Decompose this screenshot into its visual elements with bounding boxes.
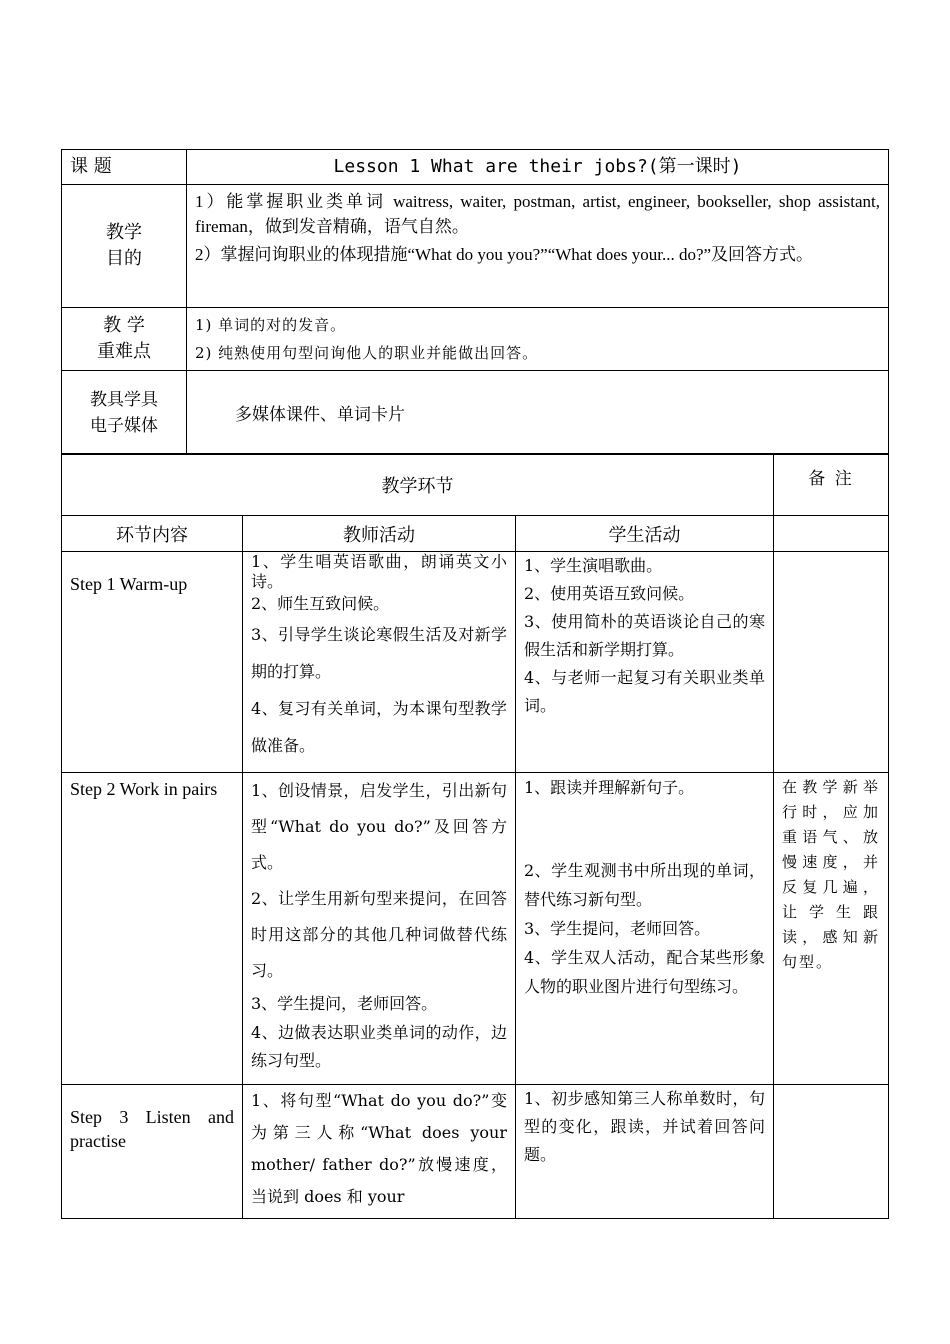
tools-label: 教具学具 电子媒体: [62, 371, 187, 455]
objectives-label: 教学 目的: [62, 185, 187, 308]
col-header-teacher: 教师活动: [243, 516, 516, 552]
objective-item-1: 1）能掌握职业类单词 waitress, waiter, postman, artist, engineer, bookseller, shop assistant, fireman，做到发音精确，语气自然。: [195, 192, 880, 236]
notes-header: 备 注: [774, 454, 889, 516]
teacher-activity: 1、创设情景，启发学生，引出新句型“What do you do?”及回答方式。 2、让学生用新句型来提问，在回答时用这部分的其他几种词做替代练习。 3、学生提问，老师回答。 4、边做表达职业类单词的动作，边练习句型。: [243, 773, 516, 1085]
step-note: [774, 1085, 889, 1219]
col-header-notes: [774, 516, 889, 552]
step-name: Step 2 Work in pairs: [62, 773, 243, 1085]
step-row: [62, 552, 889, 773]
tools-value: 多媒体课件、单词卡片: [187, 371, 889, 455]
lesson-info-table: [61, 149, 889, 455]
difficulties-content: [187, 308, 889, 371]
step-name: Step 1 Warm-up: [62, 552, 243, 773]
student-activity: 1、跟读并理解新句子。 2、学生观测书中所出现的单词，替代练习新句型。 3、学生提问，老师回答。 4、学生双人活动，配合某些形象人物的职业图片进行句型练习。: [516, 773, 774, 1085]
process-title: 教学环节: [62, 454, 774, 516]
teacher-activity: 1、将句型“What do you do?”变为第三人称“What does your mother/ father do?”放慢速度，当说到 does 和 your: [243, 1085, 516, 1219]
difficulty-item-2: 2) 纯熟使用句型问询他人的职业并能做出回答。: [195, 344, 539, 362]
step-name: Step 3 Listen and practise: [62, 1085, 243, 1219]
col-header-student: 学生活动: [516, 516, 774, 552]
objectives-content: [187, 185, 889, 308]
step-note: 在教学新举行时，应加重语气、放慢速度，并反复几遍，让学生跟读，感知新句型。: [774, 773, 889, 1085]
difficulties-label: 教 学 重难点: [62, 308, 187, 371]
teacher-activity: 1、学生唱英语歌曲，朗诵英文小诗。 2、师生互致问候。 3、引导学生谈论寒假生活及对新学期的打算。 4、复习有关单词，为本课句型教学做准备。: [243, 552, 516, 773]
topic-value: Lesson 1 What are their jobs?(第一课时): [187, 150, 889, 185]
step-row: [62, 773, 889, 1085]
step-note: [774, 552, 889, 773]
student-activity: 1、初步感知第三人称单数时，句型的变化，跟读，并试着回答问题。: [516, 1085, 774, 1219]
student-activity: 1、学生演唱歌曲。 2、使用英语互致问候。 3、使用简朴的英语谈论自己的寒假生活和新学期打算。 4、与老师一起复习有关职业类单词。: [516, 552, 774, 773]
step-row: [62, 1085, 889, 1219]
teaching-process-table: [61, 453, 889, 1219]
difficulty-item-1: 1) 单词的对的发音。: [195, 316, 347, 334]
objective-item-2: 2）掌握问询职业的体现措施“What do you you?”“What does your... do?”及回答方式。: [195, 245, 814, 264]
col-header-content: 环节内容: [62, 516, 243, 552]
topic-label: 课 题: [62, 150, 187, 185]
